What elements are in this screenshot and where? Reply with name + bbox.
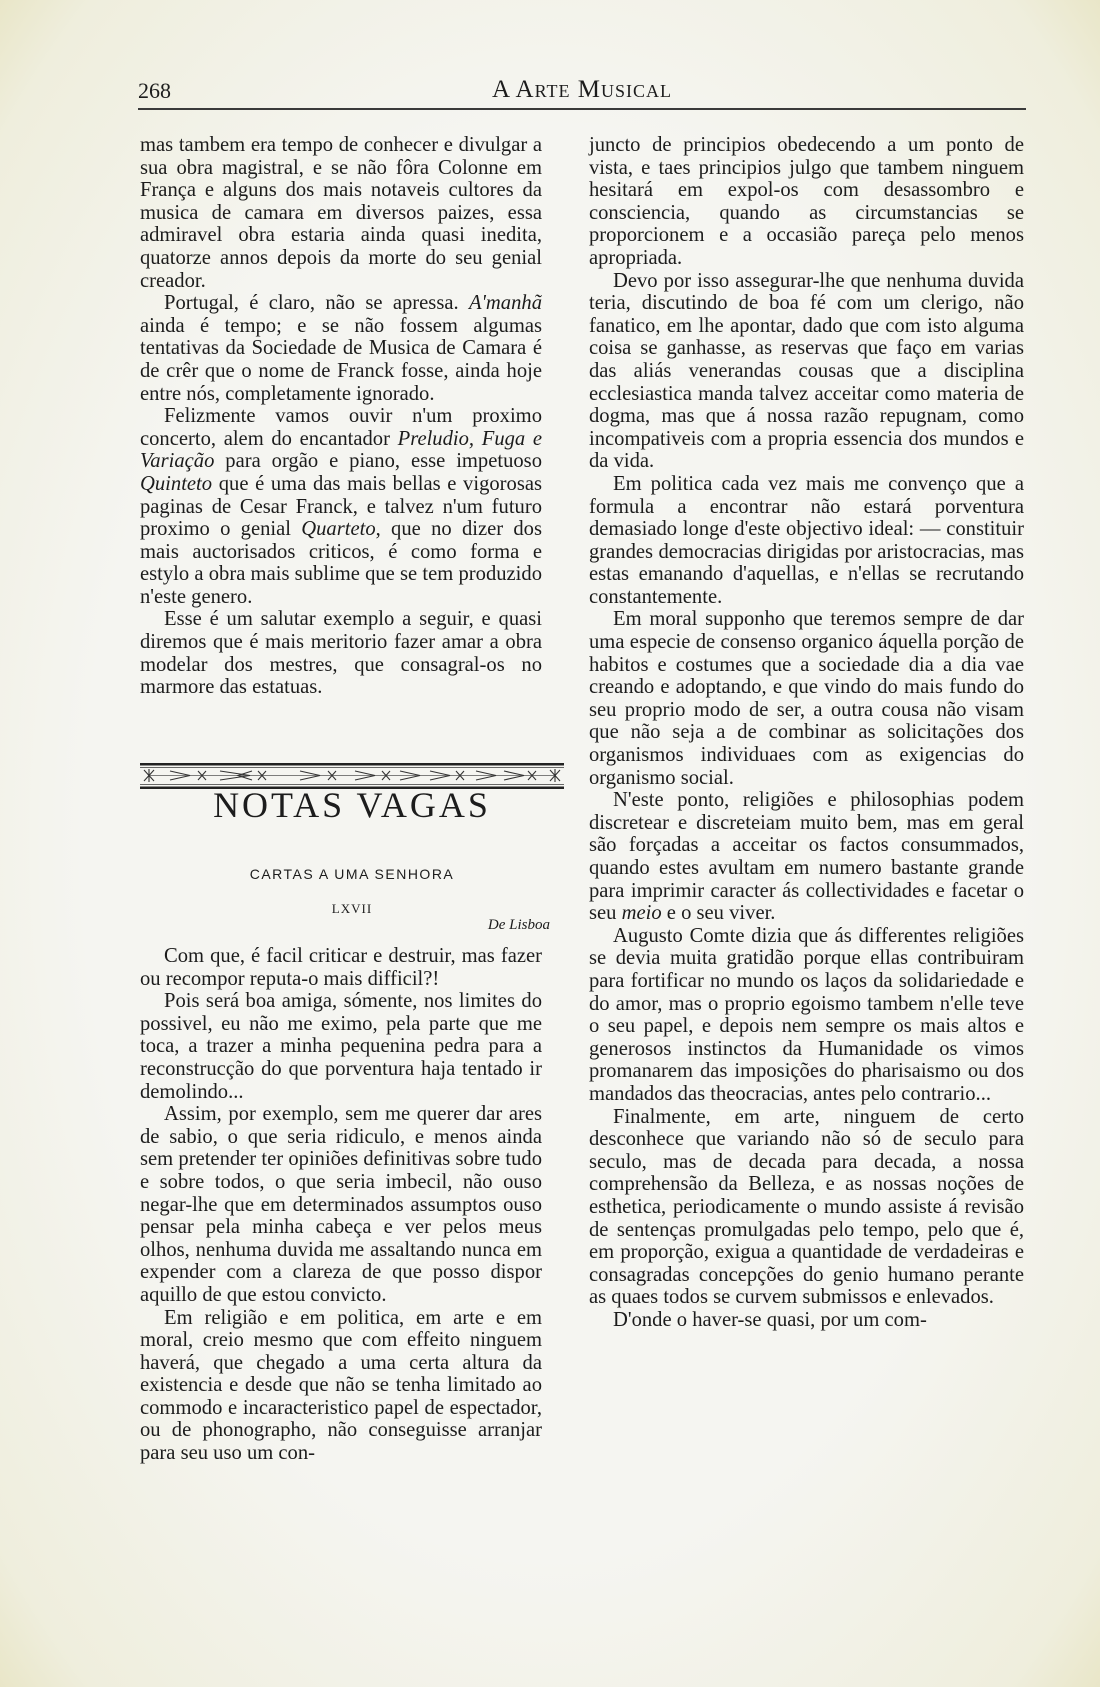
paragraph: Portugal, é claro, não se apressa. A'manhã ainda é tempo; e se não fossem algumas tentativas da Sociedade de Musica de Camara é de crêr que o nome de Franck fosse, ainda hoje entre nós, completamente ignorado.	[140, 292, 542, 405]
paragraph: juncto de principios obedecendo a um ponto de vista, e taes principios julgo que tambem ninguem hesitará em expol-os com desassombro e consciencia, quando as circumstancias se proporcionem e a occasião pareça pelo menos apropriada.	[589, 134, 1024, 269]
paragraph: Em moral supponho que teremos sempre de dar uma especie de consenso organico áquella porção de habitos e costumes que a sociedade dia a dia vae creando e adoptando, e que vindo do mais fundo do seu proprio modo de ser, a outra cousa não visam que não seja a de combinar as solicitações dos organismos individuaes com as exigencias do organismo social.	[589, 608, 1024, 789]
italic-work-title: Fuga e Variação	[140, 427, 542, 473]
paragraph: Augusto Comte dizia que ás differentes religiões se devia muita gratidão porque ellas contribuiram para fortificar no mundo os laços da solidariedade e do amor, mas o proprio egoismo tambem n'elle teve o seu papel, e depois nem sempre os mais altos e generosos instinctos da Humanidade os vimos promanarem das imposições do pharisaismo ou dos mandados das theocracias, antes pelo contrario...	[589, 924, 1024, 1105]
paragraph: Felizmente vamos ouvir n'um proximo concerto, alem do encantador Preludio, Fuga e Variação para orgão e piano, esse impetuoso Quinteto que é uma das mais bellas e vigorosas paginas de Cesar Franck, e talvez n'um futuro proximo o genial Quarteto, que no dizer dos mais auctorisados criticos, é como forma e estylo a obra mais sublime que se tem produzido n'este genero.	[140, 405, 542, 608]
paragraph: Pois será boa amiga, sómente, nos limites do possivel, eu não me eximo, pela parte que me toca, a trazer a minha pequenina pedra para a reconstrucção do que porventura haja tentado ir demolindo...	[140, 990, 542, 1103]
paragraph: Em religião e em politica, em arte e em moral, creio mesmo que com effeito ninguem haverá, que chegado a uma certa altura da existencia e desde que não se tenha limitado ao commodo e incaracteristico papel de espectador, ou de phonographo, não conseguisse arranjar para seu uso um con-	[140, 1306, 542, 1465]
left-column-article-end	[140, 134, 542, 699]
right-column-letter-body	[589, 134, 1024, 1331]
italic-work-title: Prelud	[397, 427, 453, 450]
running-title: A Arte Musical	[492, 76, 672, 103]
paragraph: mas tambem era tempo de conhecer e divulgar a sua obra magistral, e se não fôra Colonne em França e alguns dos mais notaveis cultores da musica de camara em diversos paizes, essa admiravel obra estaria ainda quasi inedita, quatorze annos depois da morte do seu genial creador.	[140, 134, 542, 292]
paragraph: Com que, é facil criticar e destruir, mas fazer ou recompor reputa-o mais difficil?!	[140, 945, 542, 990]
paragraph: N'este ponto, religiões e philosophias podem discretear e discreteiam muito bem, mas em geral são forçadas a acceitar os factos consummados, quando estes avultam em numero bastante grande para imprimir caracter ás collectividades e facetar o seu meio e o seu viver.	[589, 789, 1024, 925]
italic-work-title: Quarteto	[301, 518, 376, 541]
page-number: 268	[138, 78, 171, 103]
italic-work-title: Quinteto	[140, 472, 213, 495]
page-header	[138, 76, 1026, 116]
dateline: De Lisboa	[487, 917, 550, 933]
letter-number: LXVII	[331, 901, 373, 916]
italic-term: A'manhã	[468, 292, 542, 315]
section-title: NOTAS VAGAS	[213, 785, 491, 825]
italic-term: meio	[621, 902, 662, 925]
paragraph: Esse é um salutar exemplo a seguir, e quasi diremos que é mais meritorio fazer amar a obra modelar dos mestres, que consagral-os no marmore das estatuas.	[140, 608, 542, 699]
left-column-letter-body	[140, 945, 542, 1465]
paragraph: Finalmente, em arte, ninguem de certo desconhece que variando não só de seculo para seculo, mas de decada para decada, a nossa comprehensão da Belleza, e as nossas noções de esthetica, periodicamente o mundo assiste á revisão de sentenças promulgadas pelo tempo, pelo que é, em proporção, exigua a quantidade de verdadeiras e consagradas concepções do genio humano perante as quaes todos se curvem submissos e enlevados.	[589, 1105, 1024, 1309]
section-subtitle: CARTAS A UMA SENHORA	[249, 866, 455, 882]
paragraph: Assim, por exemplo, sem me querer dar ares de sabio, o que seria ridiculo, e menos ainda sem pretender ter opiniões definitivas sobre tudo e sobre todos, o que seria imbecil, não ouso negar-lhe que em determinados assumptos ouso pensar pela minha cabeça e ver pelos meus olhos, nenhuma duvida me assaltando nunca em expender com a clareza de que posso dispor aquillo de que estou convicto.	[140, 1103, 542, 1306]
paragraph: Devo por isso assegurar-lhe que nenhuma duvida teria, discutindo de boa fé com um clerigo, não fanatico, em lhe apontar, dado que com isto alguma coisa se ganhasse, as reservas que faço em varias das aliás venerandas cousas que a disciplina ecclesiastica manda talvez acceitar como materia de dogma, mas que á nossa razão repugnam, como incompativeis com a propria essencia dos mundos e da vida.	[589, 269, 1024, 473]
paragraph: D'onde o haver-se quasi, por um com-	[613, 1308, 927, 1331]
paragraph: Em politica cada vez mais me convenço que a formula a encontrar não estará porventura demasiado longe d'este objectivo ideal: — constituir grandes democracias dirigidas por aristocracias, mas estas emanando d'aquellas, e n'ellas se recrutando constantemente.	[589, 472, 1024, 608]
header-rule	[138, 108, 1026, 110]
